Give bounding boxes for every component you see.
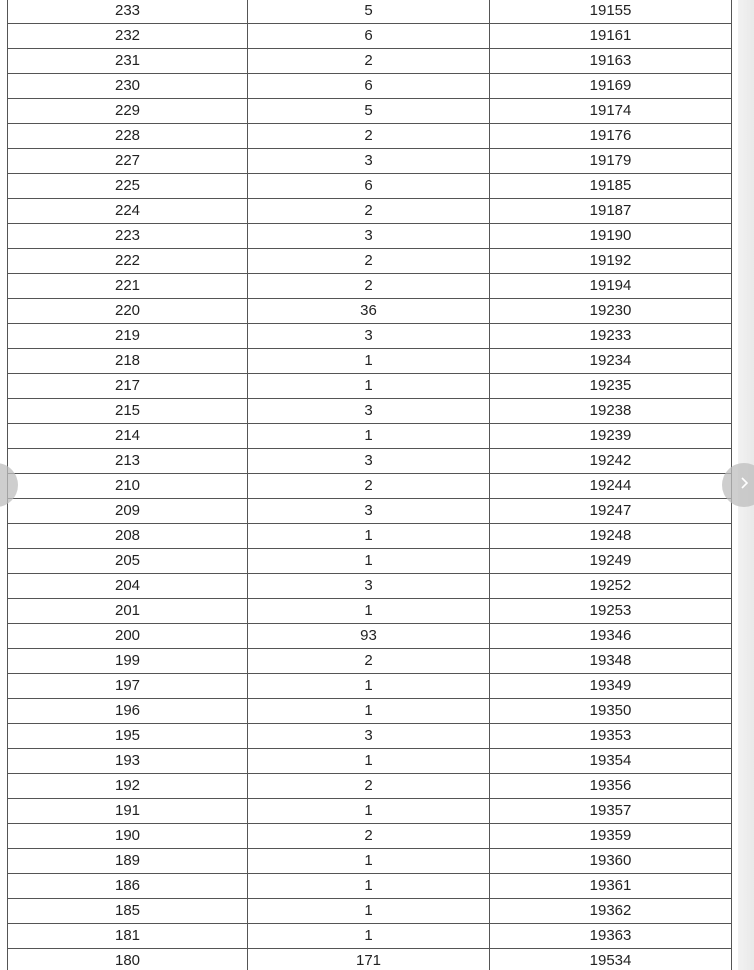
cumulative-cell: 19362 [490,899,732,924]
score-cell: 233 [8,0,248,24]
count-cell: 1 [248,349,490,374]
table-row [8,49,732,74]
cumulative-cell: 19235 [490,374,732,399]
count-cell: 3 [248,499,490,524]
cumulative-cell: 19190 [490,224,732,249]
score-cell: 218 [8,349,248,374]
cumulative-cell: 19361 [490,874,732,899]
table-row [8,624,732,649]
count-cell: 3 [248,724,490,749]
score-cell: 229 [8,99,248,124]
count-cell: 1 [248,849,490,874]
count-cell: 2 [248,49,490,74]
score-cell: 223 [8,224,248,249]
score-cell: 185 [8,899,248,924]
table-row [8,749,732,774]
count-cell: 3 [248,224,490,249]
table-row [8,249,732,274]
cumulative-cell: 19356 [490,774,732,799]
count-cell: 1 [248,549,490,574]
cumulative-cell: 19534 [490,949,732,970]
table-row [8,499,732,524]
cumulative-cell: 19348 [490,649,732,674]
count-cell: 3 [248,399,490,424]
count-cell: 1 [248,524,490,549]
table-row [8,924,732,949]
score-cell: 204 [8,574,248,599]
count-cell: 3 [248,324,490,349]
table-row [8,324,732,349]
table-row [8,424,732,449]
table-row [8,74,732,99]
table-row [8,599,732,624]
cumulative-cell: 19363 [490,924,732,949]
table-row [8,149,732,174]
table-row [8,24,732,49]
table-row [8,224,732,249]
cumulative-cell: 19174 [490,99,732,124]
score-cell: 197 [8,674,248,699]
score-cell: 225 [8,174,248,199]
table-row [8,399,732,424]
score-cell: 199 [8,649,248,674]
score-cell: 213 [8,449,248,474]
score-cell: 231 [8,49,248,74]
table-row [8,199,732,224]
score-cell: 201 [8,599,248,624]
count-cell: 36 [248,299,490,324]
cumulative-cell: 19253 [490,599,732,624]
score-cell: 230 [8,74,248,99]
count-cell: 1 [248,424,490,449]
cumulative-cell: 19248 [490,524,732,549]
cumulative-cell: 19163 [490,49,732,74]
count-cell: 2 [248,274,490,299]
table-row [8,124,732,149]
cumulative-cell: 19346 [490,624,732,649]
table-row [8,574,732,599]
score-cell: 210 [8,474,248,499]
count-cell: 2 [248,649,490,674]
count-cell: 3 [248,149,490,174]
score-cell: 215 [8,399,248,424]
chevron-left-icon [0,476,3,495]
cumulative-cell: 19230 [490,299,732,324]
count-cell: 1 [248,374,490,399]
score-cell: 205 [8,549,248,574]
cumulative-cell: 19247 [490,499,732,524]
score-cell: 192 [8,774,248,799]
table-row [8,774,732,799]
cumulative-cell: 19185 [490,174,732,199]
cumulative-cell: 19161 [490,24,732,49]
count-cell: 6 [248,174,490,199]
score-cell: 195 [8,724,248,749]
table-row [8,899,732,924]
count-cell: 5 [248,99,490,124]
table-row [8,474,732,499]
score-cell: 217 [8,374,248,399]
score-cell: 196 [8,699,248,724]
score-cell: 191 [8,799,248,824]
count-cell: 2 [248,774,490,799]
table-row [8,949,732,970]
count-cell: 1 [248,699,490,724]
cumulative-cell: 19155 [490,0,732,24]
score-cell: 222 [8,249,248,274]
score-cell: 227 [8,149,248,174]
count-cell: 2 [248,824,490,849]
count-cell: 2 [248,474,490,499]
score-cell: 209 [8,499,248,524]
cumulative-cell: 19359 [490,824,732,849]
score-cell: 208 [8,524,248,549]
score-cell: 181 [8,924,248,949]
table-row [8,274,732,299]
count-cell: 1 [248,899,490,924]
table-row [8,299,732,324]
score-cell: 180 [8,949,248,970]
cumulative-cell: 19354 [490,749,732,774]
table-row [8,374,732,399]
cumulative-cell: 19234 [490,349,732,374]
score-cell: 214 [8,424,248,449]
table-row [8,824,732,849]
table-row [8,724,732,749]
table-row [8,649,732,674]
score-cell: 232 [8,24,248,49]
table-row [8,549,732,574]
count-cell: 1 [248,874,490,899]
cumulative-cell: 19350 [490,699,732,724]
cumulative-cell: 19357 [490,799,732,824]
cumulative-cell: 19187 [490,199,732,224]
chevron-right-icon [737,476,751,495]
table-row [8,524,732,549]
cumulative-cell: 19179 [490,149,732,174]
cumulative-cell: 19349 [490,674,732,699]
table-row [8,674,732,699]
table-row [8,699,732,724]
count-cell: 1 [248,599,490,624]
count-cell: 3 [248,574,490,599]
count-cell: 1 [248,799,490,824]
score-cell: 193 [8,749,248,774]
count-cell: 1 [248,924,490,949]
count-cell: 2 [248,124,490,149]
table-row [8,349,732,374]
score-cell: 228 [8,124,248,149]
cumulative-cell: 19239 [490,424,732,449]
cumulative-cell: 19242 [490,449,732,474]
score-table-container [7,0,731,970]
cumulative-cell: 19353 [490,724,732,749]
cumulative-cell: 19169 [490,74,732,99]
table-row [8,99,732,124]
table-body [8,0,732,970]
cumulative-cell: 19238 [490,399,732,424]
table-row [8,849,732,874]
table-row [8,174,732,199]
count-cell: 171 [248,949,490,970]
count-cell: 2 [248,199,490,224]
score-cell: 219 [8,324,248,349]
count-cell: 1 [248,749,490,774]
cumulative-cell: 19252 [490,574,732,599]
table-row [8,0,732,24]
count-cell: 2 [248,249,490,274]
table-row [8,799,732,824]
count-cell: 6 [248,74,490,99]
cumulative-cell: 19176 [490,124,732,149]
score-cell: 190 [8,824,248,849]
count-cell: 93 [248,624,490,649]
score-cell: 189 [8,849,248,874]
cumulative-cell: 19233 [490,324,732,349]
score-cell: 220 [8,299,248,324]
count-cell: 5 [248,0,490,24]
count-cell: 3 [248,449,490,474]
table-row [8,874,732,899]
score-cell: 200 [8,624,248,649]
score-table [7,0,732,970]
count-cell: 1 [248,674,490,699]
table-row [8,449,732,474]
score-cell: 224 [8,199,248,224]
score-cell: 186 [8,874,248,899]
score-cell: 221 [8,274,248,299]
cumulative-cell: 19194 [490,274,732,299]
cumulative-cell: 19360 [490,849,732,874]
cumulative-cell: 19192 [490,249,732,274]
count-cell: 6 [248,24,490,49]
cumulative-cell: 19244 [490,474,732,499]
cumulative-cell: 19249 [490,549,732,574]
